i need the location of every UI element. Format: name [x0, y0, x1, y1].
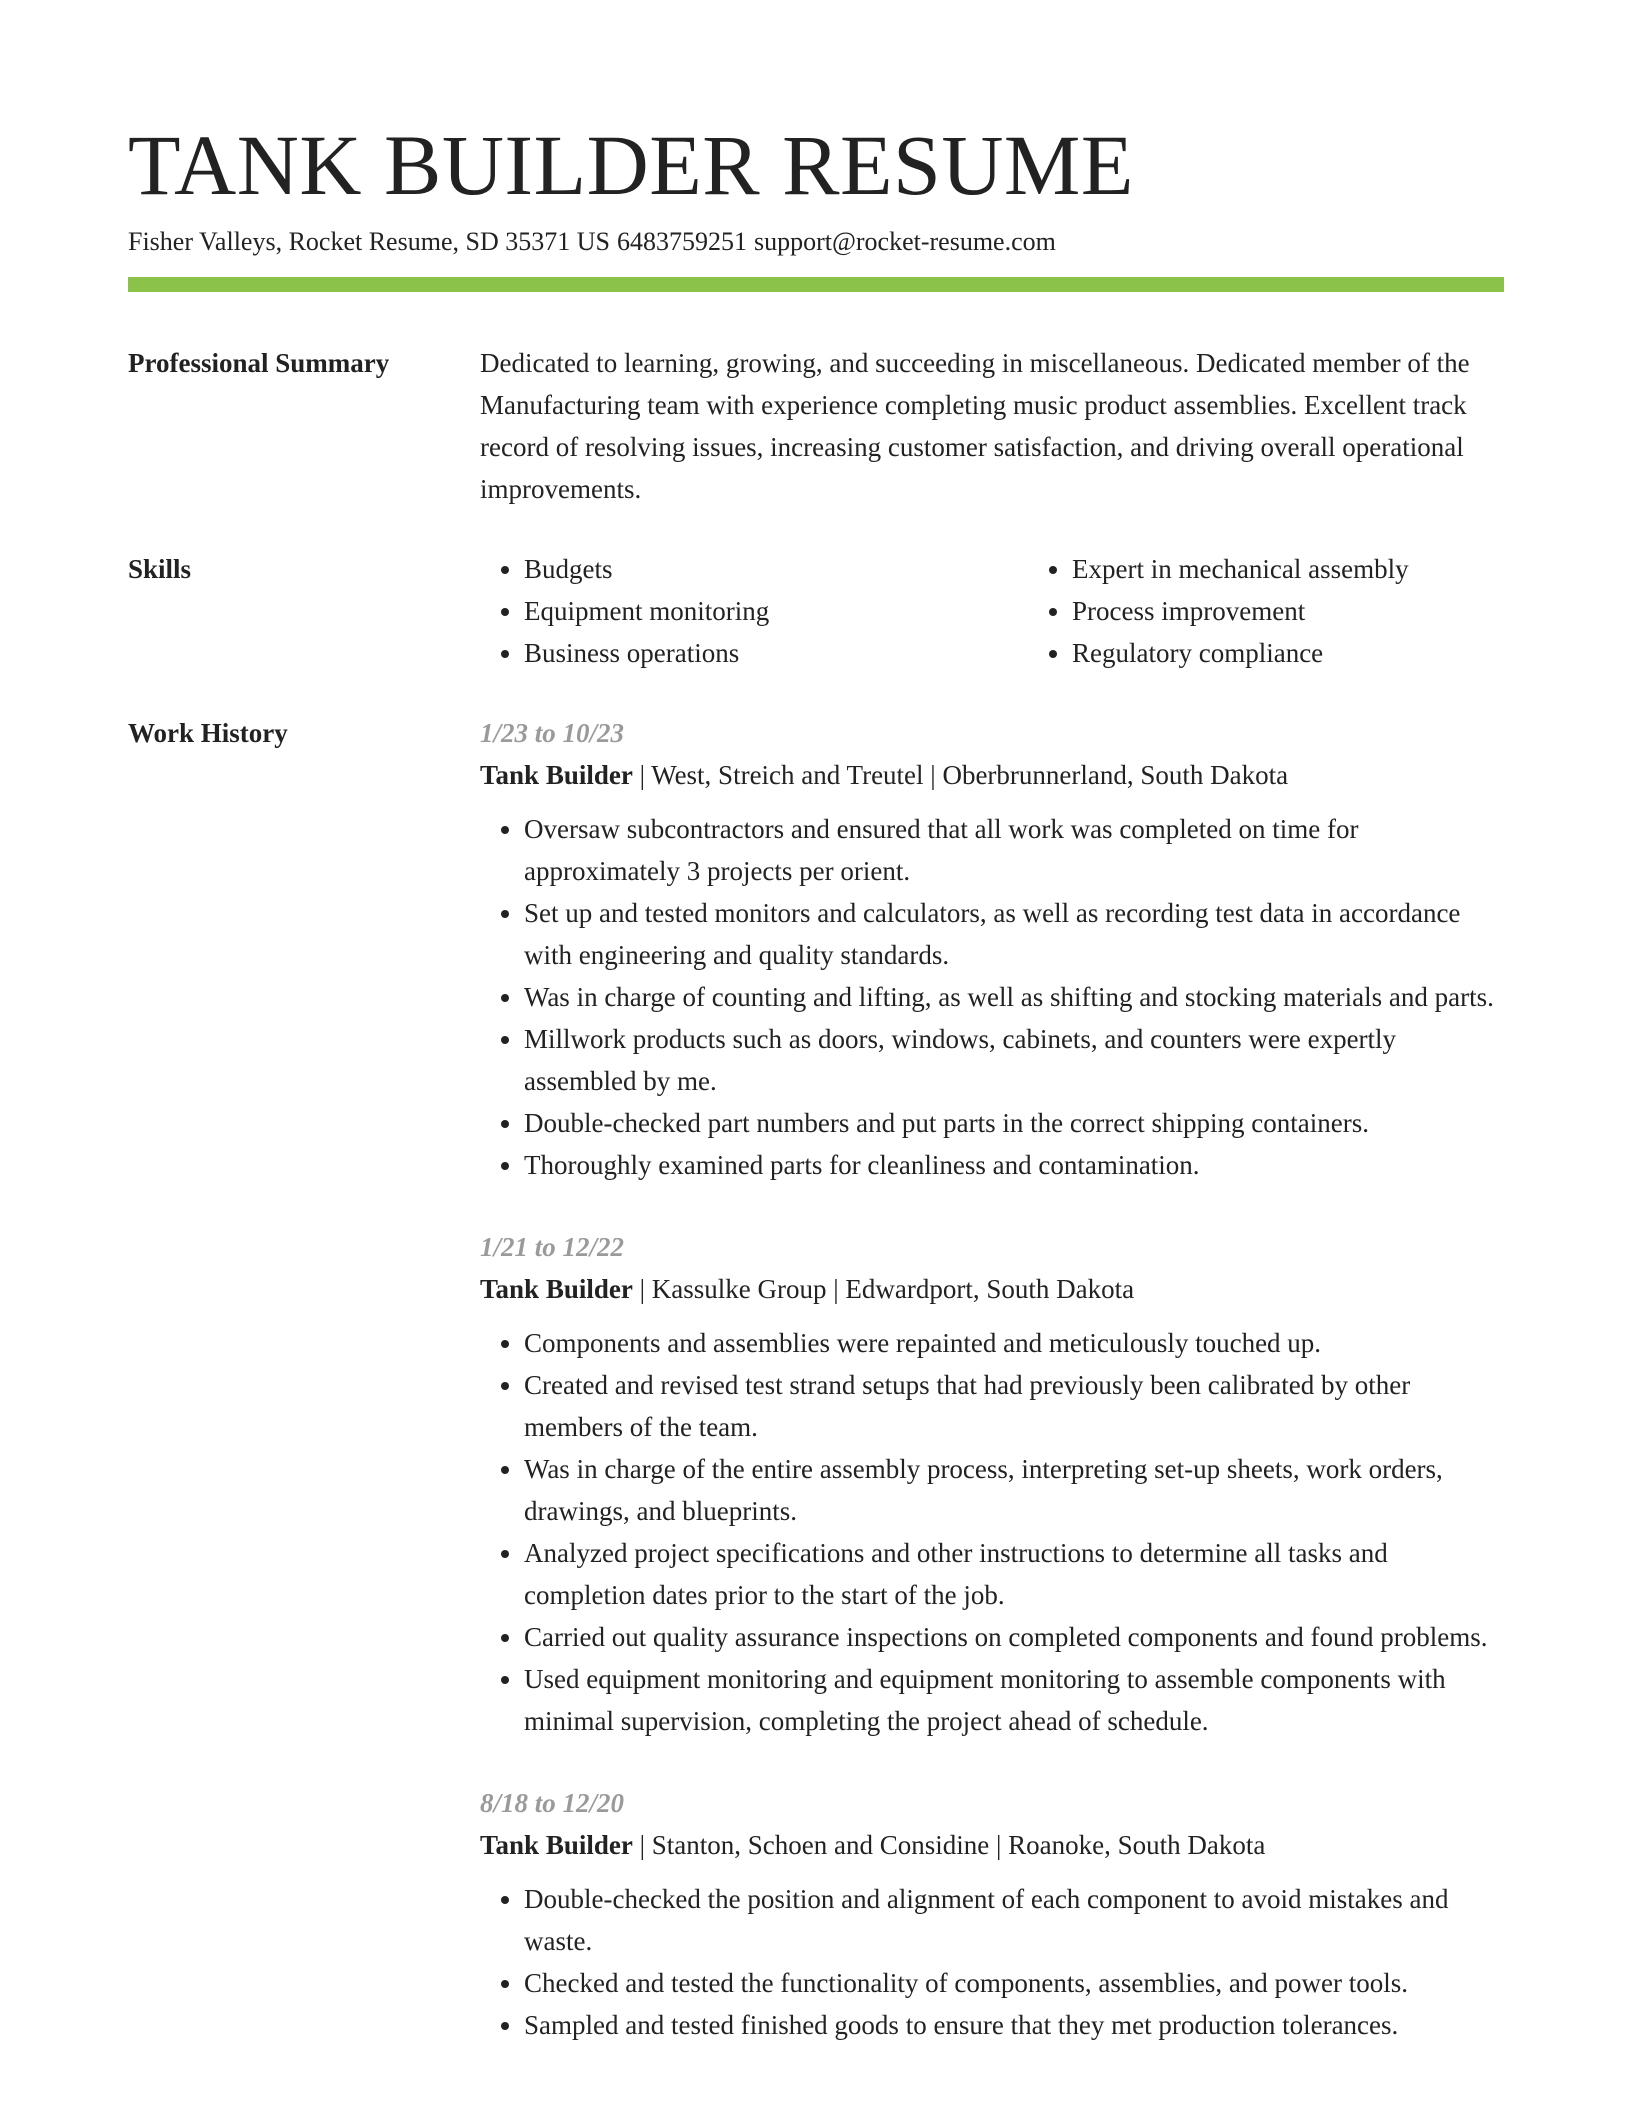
- job-bullet: • Set up and tested monitors and calculators, as well as recording test data in accordance with engineering and quality standards.: [524, 892, 1504, 976]
- job-dates: 1/23 to 10/23: [480, 717, 625, 748]
- job-title-line: [480, 754, 1504, 796]
- job-bullet: • Double-checked the position and alignment of each component to avoid mistakes and waste.: [524, 1878, 1504, 1962]
- skill-item: • Business operations: [524, 632, 1028, 674]
- job-bullet: • Used equipment monitoring and equipment monitoring to assemble components with minimal supervision, completing the project ahead of schedule.: [524, 1658, 1504, 1742]
- job-bullet: • Millwork products such as doors, windows, cabinets, and counters were expertly assembled by me.: [524, 1018, 1504, 1102]
- job-bullets: [480, 1878, 1504, 2046]
- job-bullet: • Double-checked part numbers and put parts in the correct shipping containers.: [524, 1102, 1504, 1144]
- contact-line: [128, 225, 1504, 259]
- job-bullet: • Was in charge of the entire assembly process, interpreting set-up sheets, work orders, drawings, and blueprints.: [524, 1448, 1504, 1532]
- job-bullets: [480, 808, 1504, 1186]
- work-history-body: [480, 712, 1504, 2086]
- job-details: | Stanton, Schoen and Considine | Roanoke, South Dakota: [632, 1829, 1266, 1860]
- summary-text: Dedicated to learning, growing, and succeeding in miscellaneous. Dedicated member of the Manufacturing team with experience completing music product assemblies. Excellent track record of resolving issues, increasing customer satisfaction, and driving overall operational improvements.: [480, 347, 1470, 504]
- contact-email[interactable]: support@rocket-resume.com: [753, 226, 1056, 256]
- job-bullet: • Created and revised test strand setups that had previously been calibrated by other members of the team.: [524, 1364, 1504, 1448]
- job-bullet: • Carried out quality assurance inspections on completed components and found problems.: [524, 1616, 1504, 1658]
- job-bullet: • Analyzed project specifications and other instructions to determine all tasks and completion dates prior to the start of the job.: [524, 1532, 1504, 1616]
- job-bullet: • Was in charge of counting and lifting, as well as shifting and stocking materials and parts.: [524, 976, 1504, 1018]
- job-details: | Kassulke Group | Edwardport, South Dakota: [632, 1273, 1135, 1304]
- job-entry: [480, 712, 1504, 1186]
- skills-grid: [480, 548, 1576, 674]
- contact-address: Fisher Valleys, Rocket Resume, SD 35371 US: [128, 226, 610, 256]
- job-dates: 1/21 to 12/22: [480, 1231, 625, 1262]
- job-entry: [480, 1782, 1504, 2046]
- job-dates: 8/18 to 12/20: [480, 1787, 625, 1818]
- job-title-line: [480, 1824, 1504, 1866]
- contact-phone: 6483759251: [616, 226, 747, 256]
- job-bullet: • Oversaw subcontractors and ensured that all work was completed on time for approximately 3 projects per orient.: [524, 808, 1504, 892]
- job-details: | West, Streich and Treutel | Oberbrunnerland, South Dakota: [632, 759, 1289, 790]
- summary-label: Professional Summary: [128, 347, 390, 378]
- job-title: Tank Builder: [480, 1273, 633, 1304]
- resume-title: TANK BUILDER RESUME: [128, 117, 1134, 213]
- summary-section: [128, 342, 1504, 510]
- skills-section: [128, 548, 1504, 674]
- work-history-label: Work History: [128, 717, 288, 748]
- skills-column-1: [480, 548, 1028, 674]
- accent-divider: [128, 277, 1504, 292]
- skill-item: • Equipment monitoring: [524, 590, 1028, 632]
- job-title-line: [480, 1268, 1504, 1310]
- job-bullet: • Checked and tested the functionality of components, assemblies, and power tools.: [524, 1962, 1504, 2004]
- job-entry: [480, 1226, 1504, 1742]
- work-history-section: [128, 712, 1504, 2086]
- skill-item: • Process improvement: [1072, 590, 1576, 632]
- job-bullet: • Sampled and tested finished goods to ensure that they met production tolerances.: [524, 2004, 1504, 2046]
- skill-item: • Budgets: [524, 548, 1028, 590]
- job-title: Tank Builder: [480, 759, 633, 790]
- skills-column-2: [1028, 548, 1576, 674]
- skill-item: • Regulatory compliance: [1072, 632, 1576, 674]
- job-bullet: • Thoroughly examined parts for cleanliness and contamination.: [524, 1144, 1504, 1186]
- job-bullets: [480, 1322, 1504, 1742]
- skills-label: Skills: [128, 553, 192, 584]
- job-title: Tank Builder: [480, 1829, 633, 1860]
- resume-page: [128, 118, 1504, 2086]
- job-bullet: • Components and assemblies were repainted and meticulously touched up.: [524, 1322, 1504, 1364]
- skill-item: • Expert in mechanical assembly: [1072, 548, 1576, 590]
